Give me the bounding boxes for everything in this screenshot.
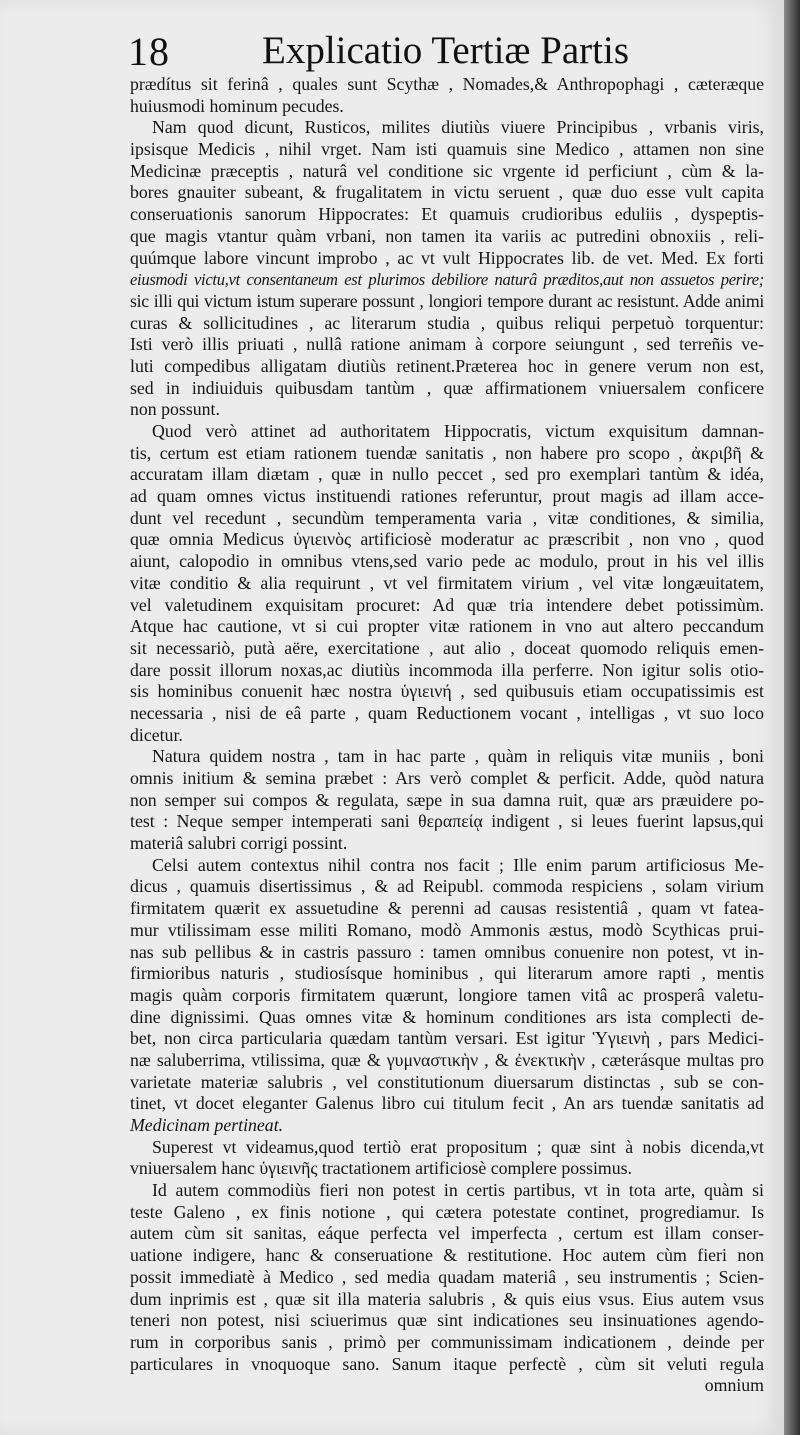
- text-line: vniuersalem hanc ὑγιεινῆς tractationem artificiosè complere possimus.: [130, 1158, 632, 1179]
- text-line: quæ omnia Medicus ὑγιεινὸς artificiosè moderatur ac præscribit , non vno , quod: [130, 529, 764, 550]
- text-line: næ saluberrima, vtilissima, quæ & γυμναστικὴν , & ἐνεκτικὴν , cæterásque multas pro: [130, 1049, 764, 1070]
- text-line: omnium: [704, 1375, 764, 1396]
- text-line: firmioribus naturis , studiosísque hominibus , qui literarum amore rapti , mentis: [130, 963, 764, 984]
- text-line: varietate materiæ salubris , vel constitutionum diuersarum distinctas , sub se con-: [130, 1071, 764, 1092]
- text-line: dare possit illorum noxas,ac diutiùs incommoda illa perferre. Non igitur solis otio-: [130, 659, 764, 680]
- text-line: que magis vtantur quàm vrbani, non tamen ita variis ac putredini obnoxiis , reli-: [130, 225, 764, 246]
- text-line: vel valetudinem exquisitam procuret: Ad quæ tria intendere debet potissimùm.: [130, 594, 764, 615]
- text-line: accuratam illam diætam , quæ in nullo peccet , sed pro exemplari tantùm & idéa,: [130, 464, 764, 485]
- text-line: eiusmodi victu,vt consentaneum est plurimos debiliore naturâ præditos,aut non assuetos perire;: [130, 270, 764, 290]
- text-line: materiâ salubri corrigi possint.: [130, 833, 348, 854]
- body-text: [130, 74, 764, 1397]
- text-line: bet, non circa particularia quædam tantùm versari. Est igitur Ὑγιεινὴ , pars Medici-: [130, 1028, 764, 1049]
- text-line: omnis initium & semina præbet : Ars verò complet & perficit. Adde, quòd natura: [130, 768, 764, 788]
- text-line: Medicinæ præceptis , naturâ vel conditione sic vrgente id perficiunt , cùm & la-: [130, 160, 764, 181]
- text-line: huiusmodi hominum pecudes.: [130, 95, 344, 116]
- text-line: sis hominibus conuenit hæc nostra ὑγιεινή , sed quibusuis etiam occupatissimis est: [130, 681, 764, 702]
- text-line: quúmque labore vincunt improbo , ac vt vult Hippocrates lib. de vet. Med. Ex forti: [130, 247, 764, 268]
- text-line: Isti verò illis priuati , nullâ ratione animam à corpore seiungunt , sed terreñis ve-: [130, 334, 764, 355]
- text-line: test : Neque semper intemperati sani θεραπείᾳ indigent , si leues fuerint lapsus,qui: [130, 811, 764, 832]
- text-line: non semper sui compos & regulata, sæpe in sua damna ruit, quæ ars præuidere po-: [130, 789, 764, 810]
- text-line: vitæ conditio & alia requirunt , vt vel firmitatem virium , vel vitæ longæuitatem,: [130, 572, 764, 593]
- text-line: non possunt.: [130, 399, 220, 420]
- text-line: Nam quod dicunt, Rusticos, milites diutiùs viuere Principibus , vrbanis viris,: [152, 117, 764, 138]
- text-line: particulares in vnoquoque sano. Sanum itaque perfectè , cùm sit veluti regula: [130, 1353, 764, 1374]
- text-line: nas sub pellibus & in castris passuro : tamen omnibus conuenire non potest, vt in-: [130, 941, 764, 962]
- text-line: dicetur.: [130, 724, 183, 745]
- text-line: possit immediatè à Medico , sed media quadam materiâ , seu instrumentis ; Scien-: [130, 1266, 764, 1287]
- text-line: aiunt, calopodio in omnibus vtens,sed vario pede ac modulo, prout in his vel illis: [130, 551, 764, 572]
- text-line: Atque hac cautione, vt si cui propter vitæ rationem in vno aut altero peccandum: [130, 616, 764, 637]
- text-line: uatione indigere, hanc & conseruatione & restitutione. Hoc autem cùm fieri non: [130, 1245, 764, 1266]
- text-line: sed in indiuiduis quibusdam tantùm , quæ affirmationem vniuersalem conficere: [130, 377, 764, 398]
- text-line: tis, certum est etiam rationem tuendæ sanitatis , non habere pro scopo , ἀκριβῆ &: [130, 442, 764, 463]
- text-line: bores gnauiter subeant, & frugalitatem in victu seruent , quæ duo esse vult capita: [130, 182, 764, 203]
- text-line: dicus , quamuis disertissimus , & ad Reipubl. commoda respiciens , solam virium: [130, 876, 764, 897]
- text-line: dine dignissimi. Quas omnes vitæ & hominum conditiones ars ista complecti de-: [130, 1006, 764, 1027]
- text-line: tinet, vt docet eleganter Galenus libro cui titulum fecit , An ars tuendæ sanitatis ad: [130, 1093, 764, 1114]
- text-line: ipsisque Medicis , nihil vrget. Nam isti quamuis sine Medico , attamen non sine: [130, 139, 764, 160]
- text-line: luti compedibus alligatam diutiùs retinent.Præterea hoc in genere verum non est,: [130, 355, 764, 376]
- running-title: Explicatio Tertiæ Partis: [262, 29, 629, 72]
- text-line: dum inprimis est , quæ sit illa materia salubris , & quis eius vsus. Eius autem vsus: [130, 1288, 764, 1309]
- text-line: Quod verò attinet ad authoritatem Hippocratis, victum exquisitum damnan-: [152, 421, 764, 441]
- page-number: 18: [128, 29, 170, 74]
- text-line: dunt vel recedunt , secundùm temperamenta varia , vitæ conditiones, & similia,: [130, 507, 764, 528]
- text-line: Medicinam pertineat.: [130, 1115, 284, 1135]
- text-line: curas & sollicitudines , ac literarum studia , quibus reliqui perpetuò torquentur:: [130, 312, 764, 333]
- text-line: sic illi qui victum istum superare possunt , longiori tempore durant ac resistunt. Adde animi: [130, 290, 764, 311]
- text-line: Natura quidem nostra , tam in hac parte , quàm in reliquis vitæ muniis , boni: [152, 746, 764, 767]
- text-line: autem cùm sit sanitas, eáque perfecta vel imperfecta , certum est illam conser-: [130, 1223, 764, 1244]
- text-line: Superest vt videamus,quod tertiò erat propositum ; quæ sint à nobis dicenda,vt: [152, 1136, 764, 1157]
- text-line: firmitatem quærit ex assuetudine & perenni ad causas resistentiâ , quam vt fatea-: [130, 898, 764, 919]
- text-line: ad quam omnes victus instituendi rationes referuntur, prout magis ad illam acce-: [130, 486, 764, 507]
- page-edge: [784, 0, 800, 1435]
- text-line: necessaria , nisi de eâ parte , quam Reductionem vocant , intelligas , vt suo loco: [130, 702, 764, 723]
- text-line: prædítus sit ferinâ , quales sunt Scythæ , Nomades,& Anthropophagi , cæteræque: [130, 74, 764, 94]
- page-header: [128, 22, 768, 74]
- text-line: mur vtilissimam esse militi Romano, modò Ammonis æstus, modò Scythicas prui-: [130, 919, 764, 940]
- text-line: teneri non potest, nisi sciuerimus quæ sint indicationes seu insinuationes agendo-: [130, 1310, 764, 1331]
- text-line: Id autem commodiùs fieri non potest in certis partibus, vt in tota arte, quàm si: [152, 1180, 764, 1201]
- text-line: magis quàm corporis firmitatem quærunt, longiore tamen vitâ ac prosperâ valetu-: [130, 984, 764, 1005]
- text-line: sit necessariò, putà aëre, exercitatione , aut alio , doceat quomodo reliquis emen-: [130, 637, 764, 658]
- text-line: conseruationis sanorum Hippocrates: Et quamuis crudioribus eduliis , dyspeptis-: [130, 204, 764, 225]
- text-line: Celsi autem contextus nihil contra nos facit ; Ille enim parum artificiosus Me-: [152, 854, 764, 875]
- text-line: teste Galeno , ex finis notione , qui cætera potestate continet, progrediamur. Is: [130, 1201, 764, 1222]
- text-line: rum in corporibus sanis , primò per communissimam indicationem , deinde per: [130, 1331, 764, 1352]
